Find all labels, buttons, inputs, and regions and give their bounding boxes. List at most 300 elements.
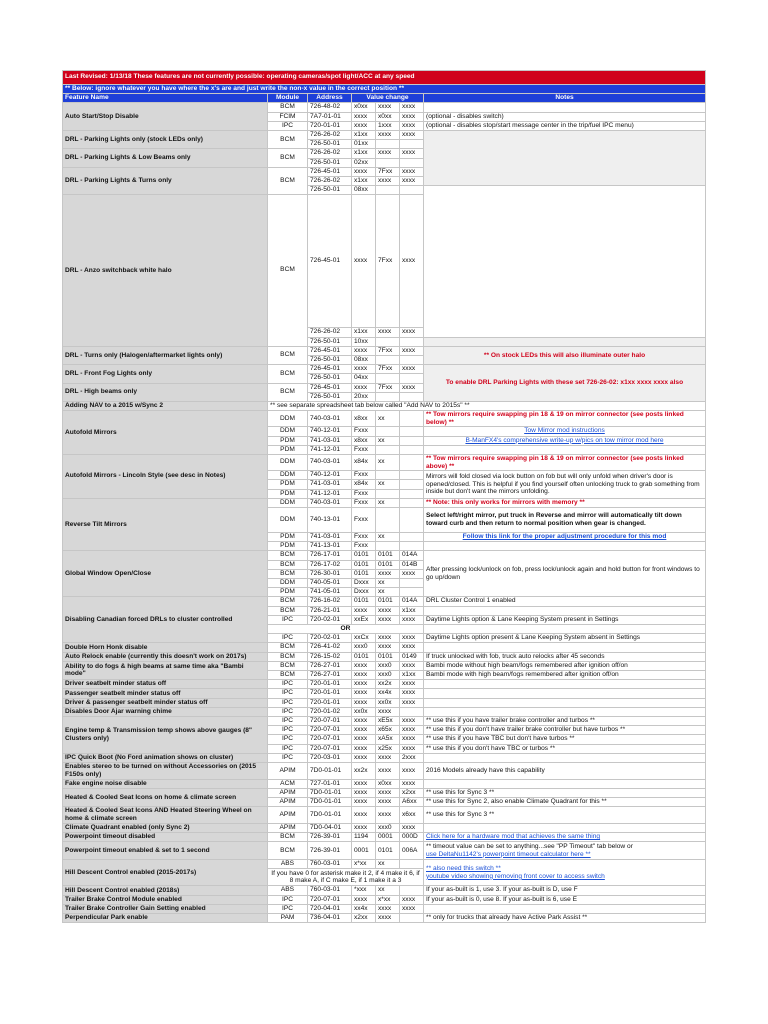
- value-cell: [400, 445, 424, 454]
- notes-cell: (optional - disables stop/start message center in the trip/fuel IPC menu): [424, 121, 706, 130]
- table-row: [63, 698, 706, 707]
- value-cell: 0101: [376, 597, 400, 606]
- notes-cell: ** use this if you have trailer brake controller and turbos **: [424, 716, 706, 725]
- value-cell: [400, 498, 424, 507]
- value-cell: 0101: [376, 842, 400, 860]
- feature-name: Passenger seatbelt minder status off: [63, 689, 268, 698]
- value-cell: 0101: [352, 560, 376, 569]
- feature-name: Auto Relock enable (currently this doesn't work on 2017s): [63, 652, 268, 661]
- value-cell: [400, 392, 424, 401]
- value-cell: xxxx: [376, 634, 400, 643]
- module-cell: APIM: [268, 763, 308, 780]
- value-cell: [400, 355, 424, 364]
- value-cell: xxxx: [400, 643, 424, 652]
- value-cell: xxxx: [352, 661, 376, 670]
- value-cell: [400, 914, 424, 923]
- feature-name: Reverse Tilt Mirrors: [63, 498, 268, 551]
- spreadsheet: [62, 70, 705, 923]
- address-cell: 720-07-01: [308, 716, 352, 725]
- address-cell: 720-04-01: [308, 904, 352, 913]
- address-cell: 726-26-02: [308, 131, 352, 140]
- value-cell: Dxxx: [352, 588, 376, 597]
- notes-cell: After pressing lock/unlock on fob, press lock/unlock again and hold button for front windows to go up/down: [424, 551, 706, 597]
- value-cell: xx: [376, 411, 400, 427]
- notes-cell: [424, 542, 706, 551]
- value-cell: xxxx: [352, 698, 376, 707]
- module-cell: PDM: [268, 480, 308, 489]
- value-cell: xxxx: [400, 698, 424, 707]
- value-cell: xxxx: [352, 606, 376, 615]
- table-row: [63, 807, 706, 824]
- value-cell: xxxx: [376, 149, 400, 158]
- address-cell: 7D0-01-01: [308, 763, 352, 780]
- feature-name: DRL - Parking Lights & Low Beams only: [63, 149, 268, 167]
- value-cell: Dxxx: [352, 578, 376, 587]
- value-cell: xxxx: [376, 914, 400, 923]
- address-cell: 726-17-02: [308, 560, 352, 569]
- feature-name: DRL - Anzo switchback white halo: [63, 195, 268, 346]
- value-cell: xxxx: [400, 149, 424, 158]
- notes-cell: [424, 643, 706, 652]
- value-cell: 0101: [352, 652, 376, 661]
- value-cell: [376, 392, 400, 401]
- notes-cell: ** Tow mirrors require swapping pin 18 & 19 on mirror connector (see posts linked above) **: [424, 454, 706, 470]
- value-cell: xxx0: [352, 643, 376, 652]
- value-cell: 2xxx: [400, 753, 424, 762]
- value-cell: 08xx: [352, 355, 376, 364]
- value-cell: xxxx: [400, 634, 424, 643]
- value-cell: x84x: [352, 454, 376, 470]
- table-row: [63, 498, 706, 507]
- notes-cell: DRL Cluster Control 1 enabled: [424, 597, 706, 606]
- table-row: [63, 195, 706, 328]
- value-cell: x1xx: [400, 670, 424, 679]
- module-cell: FCIM: [268, 112, 308, 121]
- address-cell: 720-02-01: [308, 634, 352, 643]
- address-cell: 726-39-01: [308, 842, 352, 860]
- value-cell: xxxx: [376, 707, 400, 716]
- module-cell: APIM: [268, 823, 308, 832]
- address-cell: 720-07-01: [308, 735, 352, 744]
- value-cell: Fxxx: [352, 498, 376, 507]
- value-cell: x6xx: [400, 807, 424, 824]
- module-cell: APIM: [268, 788, 308, 797]
- module-cell: BCM: [268, 833, 308, 842]
- value-cell: [376, 427, 400, 436]
- module-cell: BCM: [268, 670, 308, 679]
- value-cell: x*xx: [352, 860, 376, 869]
- revision-banner: [63, 71, 706, 85]
- table-row: [63, 689, 706, 698]
- value-cell: xxxx: [352, 807, 376, 824]
- module-cell: IPC: [268, 895, 308, 904]
- value-cell: xxxx: [400, 569, 424, 578]
- value-cell: xx: [376, 480, 400, 489]
- value-cell: [376, 542, 400, 551]
- address-cell: 740-12-01: [308, 427, 352, 436]
- module-cell: IPC: [268, 698, 308, 707]
- value-cell: xxxx: [400, 680, 424, 689]
- value-cell: xxxx: [400, 716, 424, 725]
- address-cell: 726-15-02: [308, 652, 352, 661]
- address-cell: 726-50-01: [308, 158, 352, 167]
- value-cell: 7Fxx: [376, 195, 400, 328]
- feature-name: Auto Start/Stop Disable: [63, 103, 268, 131]
- module-cell: BCM: [268, 131, 308, 149]
- value-cell: [376, 140, 400, 149]
- notes-cell: [424, 131, 706, 186]
- value-cell: xxxx: [352, 823, 376, 832]
- value-cell: xxx0: [376, 823, 400, 832]
- value-cell: [400, 489, 424, 498]
- revision-text: Last Revised: 1/13/18 These features are not currently possible: operating cameras/spot light/ACC at any speed: [63, 71, 706, 85]
- notes-cell: [424, 698, 706, 707]
- module-cell: IPC: [268, 753, 308, 762]
- value-cell: 0149: [400, 652, 424, 661]
- address-cell: 736-04-01: [308, 914, 352, 923]
- module-cell: DDM: [268, 427, 308, 436]
- feature-name: Autofold Mirrors - Lincoln Style (see desc in Notes): [63, 454, 268, 498]
- module-cell: IPC: [268, 735, 308, 744]
- table-row: [63, 716, 706, 725]
- value-cell: 1194: [352, 833, 376, 842]
- address-cell: 726-26-02: [308, 328, 352, 337]
- tow-mirror-link[interactable]: Tow Mirror mod instructions: [524, 427, 605, 435]
- value-cell: x84x: [352, 480, 376, 489]
- feature-name: Engine temp & Transmission temp shows above gauges (8" Clusters only): [63, 716, 268, 753]
- value-cell: xxxx: [400, 735, 424, 744]
- value-cell: xxxx: [352, 753, 376, 762]
- value-cell: [400, 337, 424, 346]
- address-cell: 720-02-01: [308, 615, 352, 624]
- feature-name: Global Window Open/Close: [63, 551, 268, 597]
- value-cell: xxxx: [352, 779, 376, 788]
- module-cell: BCM: [268, 606, 308, 615]
- value-cell: [400, 411, 424, 427]
- value-cell: Fxxx: [352, 445, 376, 454]
- notes-cell: [424, 860, 706, 886]
- address-cell: 741-13-01: [308, 542, 352, 551]
- value-cell: xxxx: [400, 895, 424, 904]
- address-cell: 726-30-01: [308, 569, 352, 578]
- module-cell: BCM: [268, 842, 308, 860]
- value-cell: x1xx: [352, 149, 376, 158]
- module-cell: IPC: [268, 634, 308, 643]
- address-cell: 740-12-01: [308, 471, 352, 480]
- value-cell: [376, 337, 400, 346]
- feature-name: Ability to do fogs & high beams at same time aka "Bambi mode": [63, 661, 268, 679]
- value-cell: [400, 480, 424, 489]
- feature-name: Driver & passenger seatbelt minder status off: [63, 698, 268, 707]
- value-cell: x0xx: [376, 112, 400, 121]
- address-cell: 727-01-01: [308, 779, 352, 788]
- notes-cell: Mirrors will fold closed via lock button on fob but will only unfold when driver's door is opened/closed. This is helpful if you find yourself often unlocking truck to grab something from inside but don't want the mirrors unfolding.: [424, 471, 706, 499]
- module-cell: PDM: [268, 532, 308, 541]
- value-cell: xxxx: [352, 689, 376, 698]
- instruction-banner: [63, 85, 706, 94]
- module-cell: BCM: [268, 167, 308, 195]
- value-cell: [400, 427, 424, 436]
- value-cell: xxxx: [376, 615, 400, 624]
- notes-cell: ** use this if you don't have trailer brake controller but have turbos **: [424, 726, 706, 735]
- notes-cell: [424, 779, 706, 788]
- value-cell: xxxx: [400, 661, 424, 670]
- value-cell: 014A: [400, 597, 424, 606]
- address-cell: 726-48-02: [308, 103, 352, 112]
- value-cell: xxxx: [400, 763, 424, 780]
- module-cell: DDM: [268, 454, 308, 470]
- value-cell: x8xx: [352, 436, 376, 445]
- adjustment-procedure-link[interactable]: Follow this link for the proper adjustment procedure for this mod: [462, 532, 667, 540]
- feature-name: Hill Descent Control enabled (2018s): [63, 886, 268, 895]
- drl-halo-note: ** On stock LEDs this will also illuminate outer halo: [424, 346, 706, 364]
- module-cell: BCM: [268, 551, 308, 560]
- value-cell: [400, 374, 424, 383]
- address-cell: 741-03-01: [308, 480, 352, 489]
- value-cell: xx: [376, 454, 400, 470]
- feature-name: Climate Quadrant enabled (only Sync 2): [63, 823, 268, 832]
- value-cell: xx: [376, 588, 400, 597]
- value-cell: xx4x: [376, 689, 400, 698]
- value-cell: xxxx: [400, 195, 424, 328]
- value-cell: x1xx: [352, 177, 376, 186]
- value-cell: xxxx: [352, 680, 376, 689]
- feature-name: Double Horn Honk disable: [63, 643, 268, 652]
- table-row: [63, 643, 706, 652]
- feature-name: Fake engine noise disable: [63, 779, 268, 788]
- value-cell: x65x: [376, 726, 400, 735]
- table-row: [63, 401, 706, 410]
- value-cell: 7Fxx: [376, 383, 400, 392]
- hdc-switch-link[interactable]: ** also need this switch **: [426, 865, 501, 873]
- value-cell: Fxxx: [352, 507, 376, 532]
- module-cell: DDM: [268, 411, 308, 427]
- table-row: [63, 652, 706, 661]
- module-cell: IPC: [268, 726, 308, 735]
- module-cell: APIM: [268, 807, 308, 824]
- address-cell: 726-21-01: [308, 606, 352, 615]
- drl-parking-note: To enable DRL Parking Lights with these set 726-26-02: x1xx xxxx xxxx also: [424, 365, 706, 402]
- value-cell: x2xx: [352, 914, 376, 923]
- hardware-mod-link[interactable]: Click here for a hardware mod that achieves the same thing: [426, 833, 601, 840]
- value-cell: xA5x: [376, 735, 400, 744]
- address-cell: 740-03-01: [308, 411, 352, 427]
- value-cell: [400, 860, 424, 869]
- value-cell: xxxx: [376, 177, 400, 186]
- value-cell: xxxx: [376, 569, 400, 578]
- value-cell: [400, 507, 424, 532]
- address-cell: 7D0-04-01: [308, 823, 352, 832]
- notes-cell: [424, 904, 706, 913]
- value-cell: xxxx: [400, 328, 424, 337]
- address-cell: 726-41-02: [308, 643, 352, 652]
- table-row: [63, 753, 706, 762]
- value-cell: 000D: [400, 833, 424, 842]
- module-cell: ACM: [268, 779, 308, 788]
- address-cell: 726-45-01: [308, 365, 352, 374]
- value-cell: xxxx: [376, 798, 400, 807]
- module-cell: IPC: [268, 689, 308, 698]
- pp-calculator-link[interactable]: use DeltaNu1142's powerpoint timeout calculator here **: [426, 850, 591, 858]
- module-cell: DDM: [268, 498, 308, 507]
- value-cell: xxxx: [352, 744, 376, 753]
- feature-name: Powerpoint timeout enabled & set to 1 second: [63, 842, 268, 860]
- header-row: [63, 94, 706, 103]
- notes-cell: ** use this if you don't have TBC or turbos **: [424, 744, 706, 753]
- bman-writeup-link[interactable]: B-ManFX4's comprehensive write-up w/pics on tow mirror mod here: [465, 436, 664, 444]
- feature-name: Disabling Canadian forced DRLs to cluster controlled: [63, 597, 268, 643]
- value-cell: [376, 489, 400, 498]
- value-cell: 7Fxx: [376, 167, 400, 176]
- value-cell: 7Fxx: [376, 365, 400, 374]
- module-cell: ABS: [268, 886, 308, 895]
- value-cell: [400, 140, 424, 149]
- notes-cell: Select left/right mirror, put truck in Reverse and mirror will automatically tilt down toward curb and then return to normal position when gear is changed.: [424, 507, 706, 532]
- table-row: [63, 823, 706, 832]
- value-cell: 0101: [376, 551, 400, 560]
- address-cell: 720-07-01: [308, 726, 352, 735]
- address-cell: 720-07-01: [308, 744, 352, 753]
- value-cell: 006A: [400, 842, 424, 860]
- notes-cell: [424, 337, 706, 346]
- notes-cell: ** use this for Sync 3 **: [424, 807, 706, 824]
- value-cell: 0001: [376, 833, 400, 842]
- value-cell: x8xx: [352, 411, 376, 427]
- value-cell: x0xx: [376, 779, 400, 788]
- feature-name: DRL - Front Fog Lights only: [63, 365, 268, 383]
- feature-name: Trailer Brake Control Module enabled: [63, 895, 268, 904]
- feature-name: Heated & Cooled Seat Icons AND Heated Steering Wheel on home & climate screen: [63, 807, 268, 824]
- notes-cell: If your as-built is 1, use 3. If your as-built is D, use F: [424, 886, 706, 895]
- value-cell: [376, 445, 400, 454]
- address-cell: 726-50-01: [308, 374, 352, 383]
- value-cell: 01xx: [352, 140, 376, 149]
- value-cell: [400, 186, 424, 195]
- address-cell: 720-01-01: [308, 121, 352, 130]
- address-cell: 741-03-01: [308, 436, 352, 445]
- value-cell: xxxx: [400, 904, 424, 913]
- youtube-video-link[interactable]: youtube video showing removing front cover to access switch: [426, 872, 605, 880]
- module-cell: IPC: [268, 121, 308, 130]
- module-cell: PDM: [268, 542, 308, 551]
- value-cell: xxxx: [376, 904, 400, 913]
- table-row: [63, 788, 706, 797]
- value-cell: 08xx: [352, 186, 376, 195]
- value-cell: xx: [376, 532, 400, 541]
- header-feature: Feature Name: [63, 94, 268, 103]
- value-cell: 014B: [400, 560, 424, 569]
- address-cell: 7D0-01-01: [308, 788, 352, 797]
- value-cell: xxxx: [400, 823, 424, 832]
- module-cell: PDM: [268, 445, 308, 454]
- value-cell: [376, 374, 400, 383]
- value-cell: x1xx: [352, 328, 376, 337]
- notes-cell: [424, 445, 706, 454]
- address-cell: 726-45-01: [308, 167, 352, 176]
- value-cell: [376, 471, 400, 480]
- value-cell: Fxxx: [352, 542, 376, 551]
- address-cell: 726-27-01: [308, 670, 352, 679]
- address-cell: 726-45-01: [308, 195, 352, 328]
- module-cell: BCM: [268, 103, 308, 112]
- value-cell: xxxx: [352, 735, 376, 744]
- value-cell: xxxx: [352, 365, 376, 374]
- notes-cell: [424, 823, 706, 832]
- value-cell: [400, 886, 424, 895]
- module-cell: BCM: [268, 643, 308, 652]
- value-cell: xxxx: [352, 788, 376, 797]
- value-cell: 04xx: [352, 374, 376, 383]
- notes-cell: 2016 Models already have this capability: [424, 763, 706, 780]
- value-cell: xxxx: [376, 753, 400, 762]
- value-cell: [400, 436, 424, 445]
- value-cell: xxxx: [352, 112, 376, 121]
- module-cell: BCM: [268, 569, 308, 578]
- address-cell: 726-50-01: [308, 186, 352, 195]
- value-cell: [400, 454, 424, 470]
- value-cell: 0101: [352, 569, 376, 578]
- value-cell: xxxx: [400, 177, 424, 186]
- address-cell: 760-03-01: [308, 860, 352, 869]
- value-cell: x1xx: [352, 131, 376, 140]
- table-row: [63, 914, 706, 923]
- table-row: [63, 680, 706, 689]
- notes-cell: [424, 707, 706, 716]
- value-cell: xxxx: [400, 726, 424, 735]
- address-cell: 720-07-01: [308, 895, 352, 904]
- value-cell: 7Fxx: [376, 346, 400, 355]
- module-cell: BCM: [268, 365, 308, 383]
- value-cell: xxxx: [352, 167, 376, 176]
- table-row: [63, 131, 706, 140]
- value-cell: [400, 588, 424, 597]
- value-cell: xx0x: [352, 707, 376, 716]
- address-cell: 741-12-01: [308, 489, 352, 498]
- value-cell: Fxxx: [352, 532, 376, 541]
- module-cell: IPC: [268, 744, 308, 753]
- table-row: [63, 103, 706, 112]
- address-cell: 7A7-01-01: [308, 112, 352, 121]
- value-cell: A6xx: [400, 798, 424, 807]
- value-cell: [400, 532, 424, 541]
- value-cell: xxxx: [352, 798, 376, 807]
- value-cell: x*xx: [376, 895, 400, 904]
- module-cell: ABS: [268, 860, 308, 869]
- module-cell: APIM: [268, 798, 308, 807]
- notes-cell: [424, 103, 706, 112]
- value-cell: xxxx: [400, 365, 424, 374]
- feature-name: IPC Quick Boot (No Ford animation shows on cluster): [63, 753, 268, 762]
- table-row: [63, 895, 706, 904]
- value-cell: 0101: [352, 597, 376, 606]
- address-cell: 720-03-01: [308, 753, 352, 762]
- module-cell: IPC: [268, 707, 308, 716]
- value-cell: Fxxx: [352, 427, 376, 436]
- module-cell: BCM: [268, 149, 308, 167]
- notes-cell: ** only for trucks that already have Active Park Assist **: [424, 914, 706, 923]
- instruction-text: ** Below: ignore whatever you have where the x's are and just write the non-x value in the correct position **: [63, 85, 706, 94]
- module-cell: BCM: [268, 661, 308, 670]
- value-cell: xxxx: [376, 788, 400, 797]
- value-cell: xxxx: [376, 131, 400, 140]
- value-cell: xxxx: [400, 383, 424, 392]
- notes-cell: ** use this for Sync 3 **: [424, 788, 706, 797]
- value-cell: [376, 507, 400, 532]
- value-cell: xE5x: [376, 716, 400, 725]
- feature-name: DRL - Turns only (Halogen/aftermarket lights only): [63, 346, 268, 364]
- pp-timeout-note: ** timeout value can be set to anything...see "PP Timeout" tab below or: [426, 843, 633, 851]
- value-cell: xx: [376, 498, 400, 507]
